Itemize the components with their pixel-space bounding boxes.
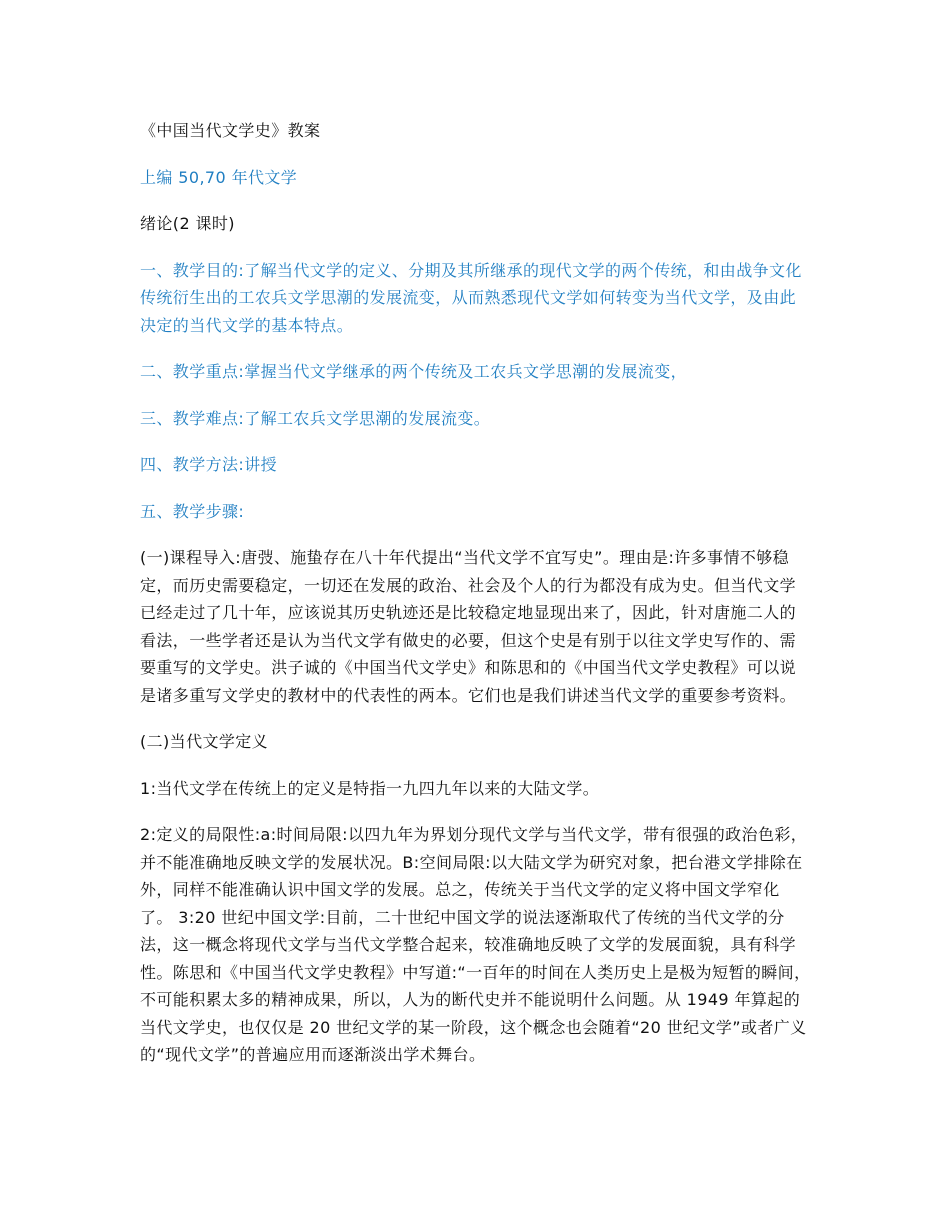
teaching-steps: 五、教学步骤: xyxy=(140,501,245,521)
teaching-method: 四、教学方法:讲授 xyxy=(140,455,277,474)
section-heading: 上编 50,70 年代文学 xyxy=(140,167,298,187)
teaching-difficulties: 三、教学难点:了解工农兵文学思潮的发展流变。 xyxy=(140,408,491,428)
document-title: 《中国当代文学史》教案 xyxy=(140,121,321,140)
intro-heading: 绪论(2 课时) xyxy=(140,214,235,233)
document-body xyxy=(140,117,812,1069)
step-course-intro: (一)课程导入:唐弢、施蛰存在八十年代提出“当代文学不宜写史”。理由是:许多事情不够稳定，而历史需要稳定，一切还在发展的政治、社会及个人的行为都没有成为史。但当代文学已经走过了几十年，应该说其历史轨迹还是比较稳定地显现出来了，因此，针对唐施二人的看法，一些学者还是认为当代文学有做史的必要，但这个史是有别于以往文学史写作的、需要重写的文学史。洪子诚的《中国当代文学史》和陈思和的《中国当代文学史教程》可以说是诸多重写文学史的教材中的代表性的两本。它们也是我们讲述当代文学的重要参考资料。 xyxy=(140,548,797,705)
step-definition-heading: (二)当代文学定义 xyxy=(140,732,269,751)
definition-limitations: 2:定义的局限性:a:时间局限:以四九年为界划分现代文学与当代文学，带有很强的政治色彩，并不能准确地反映文学的发展状况。B:空间局限:以大陆文学为研究对象，把台港文学排除在外，同样不能准确认识中国文学的发展。总之，传统关于当代文学的定义将中国文学窄化了。 3:20 世纪中国文学:目前，二十世纪中国文学的说法逐渐取代了传统的当代文学的分法，这一概念将现代文学与当代文学整合起来，较准确地反映了文学的发展面貌，具有科学性。陈思和《中国当代文学史教程》中写道:“一百年的时间在人类历史上是极为短暂的瞬间，不可能积累太多的精神成果，所以，人为的断代史并不能说明什么问题。从 1949 年算起的当代文学史，也仅仅是 20 世纪文学的某一阶段，这个概念也会随着“20 世纪文学”或者广义的“现代文学”的普遍应用而逐渐淡出学术舞台。 xyxy=(140,825,811,1064)
teaching-key-points: 二、教学重点:掌握当代文学继承的两个传统及工农兵文学思潮的发展流变， xyxy=(140,362,687,381)
teaching-goal: 一、教学目的:了解当代文学的定义、分期及其所继承的现代文学的两个传统，和由战争文化传统衍生出的工农兵文学思潮的发展流变，从而熟悉现代文学如何转变为当代文学，及由此决定的当代文学的基本特点。 xyxy=(140,260,802,335)
definition-traditional: 1:当代文学在传统上的定义是特指一九四九年以来的大陆文学。 xyxy=(140,778,600,798)
